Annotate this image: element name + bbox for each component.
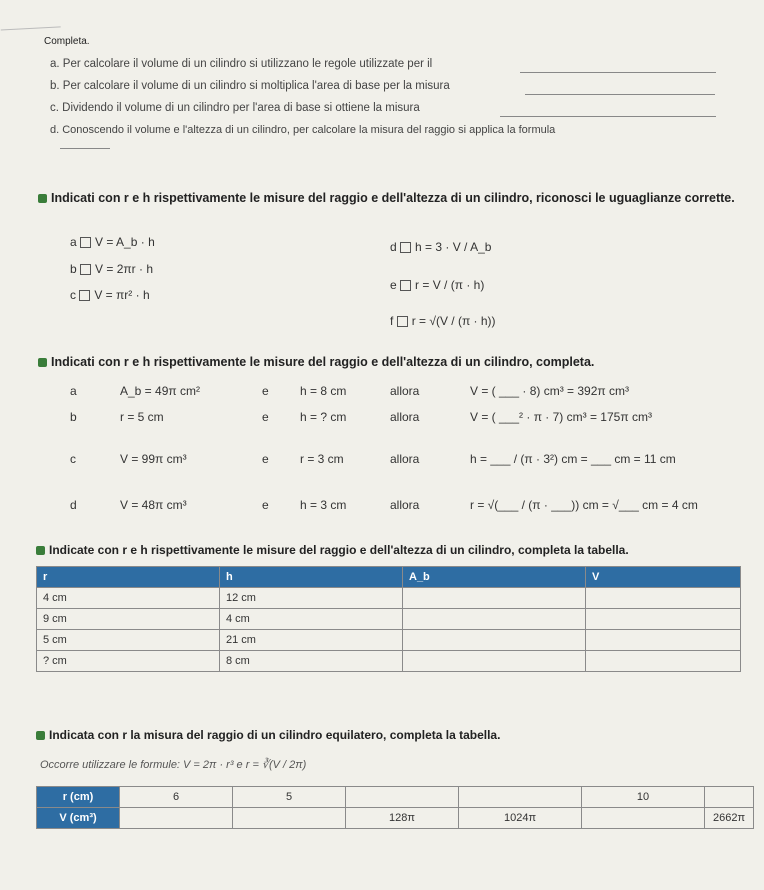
formula-label: f — [390, 314, 394, 328]
and-word: e — [262, 498, 269, 512]
formula-label: b — [70, 262, 77, 276]
row-label: c — [70, 452, 76, 466]
given-1: A_b = 49π cm² — [120, 384, 200, 398]
table-row — [37, 588, 741, 609]
result[interactable]: r = √(___ / (π · ___)) cm = √___ cm = 4 cm — [470, 498, 698, 512]
top-line-a: a. Per calcolare il volume di un cilindro si utilizzano le regole utilizzate per il — [50, 58, 433, 70]
table1-heading-text: Indicate con r e h rispettivamente le misure del raggio e dell'altezza di un cilindro, completa la tabella. — [49, 543, 629, 557]
cell-r: 6 — [120, 787, 233, 808]
top-heading: Completa. — [44, 36, 90, 47]
table2-hint: Occorre utilizzare le formule: V = 2π · r³ e r = ∛(V / 2π) — [40, 759, 307, 771]
col-header-ab: A_b — [403, 567, 586, 588]
table1 — [36, 566, 741, 672]
given-1: r = 5 cm — [120, 410, 164, 424]
formula-text: r = V / (π · h) — [415, 278, 485, 292]
result[interactable]: V = ( ___ · 8) cm³ = 392π cm³ — [470, 384, 629, 398]
and-word: e — [262, 452, 269, 466]
cell-ab[interactable] — [403, 651, 586, 672]
formula-text: h = 3 · V / A_b — [415, 240, 492, 254]
cell-r: 5 cm — [37, 630, 220, 651]
given-2: h = 3 cm — [300, 498, 347, 512]
given-2: h = ? cm — [300, 410, 347, 424]
cell-v: 128π — [346, 808, 459, 829]
cell-r: 4 cm — [37, 588, 220, 609]
then-word: allora — [390, 498, 420, 512]
col-header-h: h — [220, 567, 403, 588]
row-label: d — [70, 498, 77, 512]
checkbox[interactable] — [80, 264, 91, 275]
col-header-v: V — [586, 567, 741, 588]
cell-v[interactable] — [586, 609, 741, 630]
table1-heading — [36, 543, 629, 557]
formula-text: V = πr² · h — [94, 288, 150, 302]
formulas-heading-text: Indicati con r e h rispettivamente le misure del raggio e dell'altezza di un cilindro, riconosci le uguaglianze corrette. — [51, 191, 735, 205]
table-row — [37, 630, 741, 651]
table2-heading — [36, 728, 500, 742]
formula-left-b[interactable] — [70, 262, 153, 276]
row-header-r: r (cm) — [37, 787, 120, 808]
row-header-v: V (cm³) — [37, 808, 120, 829]
table-row — [37, 609, 741, 630]
table1-header-row — [37, 567, 741, 588]
cell-ab[interactable] — [403, 609, 586, 630]
row-label: a — [70, 384, 77, 398]
cell-ab[interactable] — [403, 588, 586, 609]
cell-h: 4 cm — [220, 609, 403, 630]
table2-heading-text: Indicata con r la misura del raggio di un cilindro equilatero, completa la tabella. — [49, 728, 501, 742]
blank-a[interactable] — [520, 72, 716, 73]
given-1: V = 48π cm³ — [120, 498, 187, 512]
then-word: allora — [390, 410, 420, 424]
cell-r[interactable] — [705, 787, 754, 808]
blank-b[interactable] — [525, 94, 715, 95]
formula-text: V = A_b · h — [95, 235, 155, 249]
checkbox[interactable] — [400, 242, 411, 253]
formula-left-a[interactable] — [70, 235, 155, 249]
formula-left-c[interactable] — [70, 288, 150, 302]
table-row — [37, 651, 741, 672]
cell-h: 8 cm — [220, 651, 403, 672]
exercise-marker — [38, 194, 47, 203]
row-label: b — [70, 410, 77, 424]
formula-label: e — [390, 278, 397, 292]
top-line-c: c. Dividendo il volume di un cilindro per l'area di base si ottiene la misura — [50, 102, 420, 114]
cell-v: 2662π — [705, 808, 754, 829]
exercise-marker — [36, 546, 45, 555]
given-1: V = 99π cm³ — [120, 452, 187, 466]
cell-ab[interactable] — [403, 630, 586, 651]
col-header-r: r — [37, 567, 220, 588]
formula-text: V = 2πr · h — [95, 262, 153, 276]
formula-text: r = √(V / (π · h)) — [411, 314, 496, 328]
formula-right-e[interactable] — [390, 278, 484, 292]
formula-label: c — [70, 288, 76, 302]
blank-d[interactable] — [60, 148, 110, 149]
cell-v: 1024π — [459, 808, 582, 829]
complete-heading-text: Indicati con r e h rispettivamente le misure del raggio e dell'altezza di un cilindro, completa. — [51, 355, 595, 369]
then-word: allora — [390, 452, 420, 466]
exercise-marker — [38, 358, 47, 367]
and-word: e — [262, 384, 269, 398]
cell-v[interactable] — [586, 651, 741, 672]
given-2: r = 3 cm — [300, 452, 344, 466]
cell-h: 12 cm — [220, 588, 403, 609]
table-row — [37, 808, 754, 829]
cell-v[interactable] — [233, 808, 346, 829]
cell-v[interactable] — [586, 588, 741, 609]
cell-v[interactable] — [120, 808, 233, 829]
cell-r[interactable] — [459, 787, 582, 808]
cell-v[interactable] — [582, 808, 705, 829]
checkbox[interactable] — [400, 280, 411, 291]
table2 — [36, 786, 754, 829]
page-corner — [0, 0, 61, 31]
cell-r: 10 — [582, 787, 705, 808]
formulas-heading — [38, 190, 738, 206]
formula-right-d[interactable] — [390, 240, 491, 254]
blank-c[interactable] — [500, 116, 716, 117]
top-line-d: d. Conoscendo il volume e l'altezza di un cilindro, per calcolare la misura del raggio si applica la formula — [50, 124, 556, 136]
cell-r[interactable] — [346, 787, 459, 808]
table-row — [37, 787, 754, 808]
cell-r: 5 — [233, 787, 346, 808]
cell-r: 9 cm — [37, 609, 220, 630]
and-word: e — [262, 410, 269, 424]
formula-label: d — [390, 240, 397, 254]
given-2: h = 8 cm — [300, 384, 347, 398]
result[interactable]: h = ___ / (π · 3²) cm = ___ cm = 11 cm — [470, 452, 676, 466]
formula-right-f[interactable] — [390, 314, 496, 328]
cell-h: 21 cm — [220, 630, 403, 651]
checkbox[interactable] — [80, 237, 91, 248]
top-line-b: b. Per calcolare il volume di un cilindro si moltiplica l'area di base per la misura — [50, 80, 450, 92]
result[interactable]: V = ( ___² · π · 7) cm³ = 175π cm³ — [470, 410, 652, 424]
complete-heading — [38, 355, 594, 369]
exercise-marker — [36, 731, 45, 740]
then-word: allora — [390, 384, 420, 398]
cell-r: ? cm — [37, 651, 220, 672]
formula-label: a — [70, 235, 77, 249]
checkbox[interactable] — [397, 316, 408, 327]
cell-v[interactable] — [586, 630, 741, 651]
checkbox[interactable] — [79, 290, 90, 301]
